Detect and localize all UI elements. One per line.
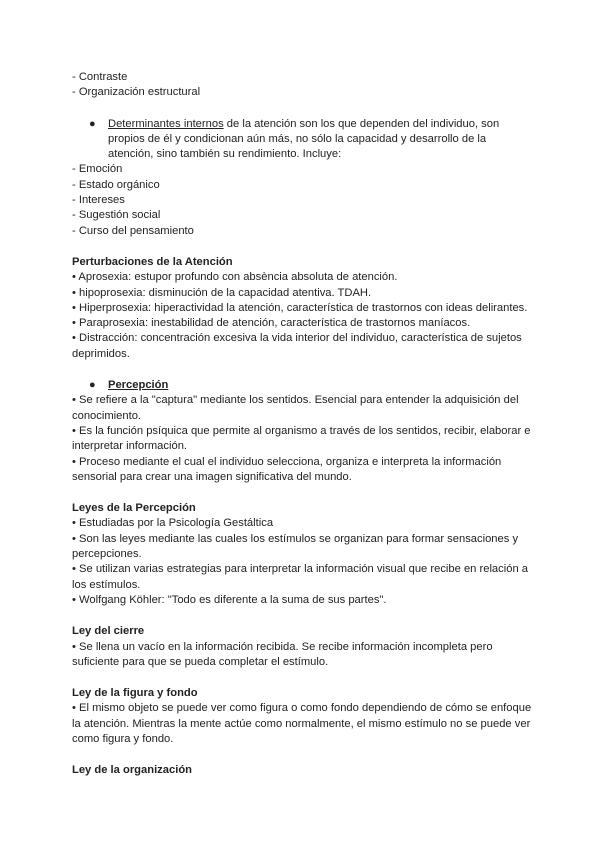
list-item: - Estado orgánico bbox=[72, 178, 160, 191]
list-item: - Emoción bbox=[72, 163, 123, 176]
list-item: • Hiperprosexia: hiperactividad la atención, característica de trastornos con ideas delirantes. bbox=[72, 301, 528, 314]
section-heading: Ley del cierre bbox=[72, 625, 145, 638]
section-heading: Perturbaciones de la Atención bbox=[72, 255, 233, 268]
list-item: - Sugestión social bbox=[72, 209, 161, 222]
section-heading: Leyes de la Percepción bbox=[72, 502, 196, 515]
list-item: - Intereses bbox=[72, 194, 125, 207]
list-item: • hipoprosexia: disminución de la capacidad atentiva. TDAH. bbox=[72, 286, 372, 299]
list-item: • Se llena un vacío en la información recibida. Se recibe información incompleta pero suficiente para que se pueda completar el estímulo. bbox=[72, 640, 493, 668]
bullet-dot-icon: ● bbox=[89, 117, 96, 130]
determinantes-text: de la atención son los que dependen del individuo, son propios de él y condicionan aún más, no sólo la capacidad y desarrollo de la atención, sino también su rendimiento. Incluye: bbox=[108, 117, 500, 161]
determinantes-bullet bbox=[72, 117, 532, 163]
list-item: - Contraste bbox=[72, 71, 128, 83]
determinantes-term: Determinantes internos bbox=[108, 117, 224, 130]
list-item: • Distracción: concentración excesiva la vida interior del individuo, característica de sujetos deprimidos. bbox=[72, 332, 522, 360]
list-item: - Organización estructural bbox=[72, 86, 201, 99]
list-item: • Es la función psíquica que permite al organismo a través de los sentidos, recibir, elaborar e interpretar información. bbox=[72, 424, 531, 453]
bullet-dot-icon: ● bbox=[89, 379, 96, 392]
percepcion-bullet bbox=[72, 378, 532, 393]
list-item: • Paraprosexia: inestabilidad de atención, característica de trastornos maníacos. bbox=[72, 317, 471, 330]
list-item: • Proceso mediante el cual el individuo selecciona, organiza e interpreta la información sensorial para crear una imagen significativa del mundo. bbox=[72, 455, 502, 483]
list-item: • El mismo objeto se puede ver como figura o como fondo dependiendo de cómo se enfoque la atención. Mientras la mente actúe como normalmente, el mismo estímulo no se puede ver como figura y fondo. bbox=[72, 702, 532, 745]
list-item: • Aprosexia: estupor profundo con absència absoluta de atención. bbox=[72, 271, 398, 284]
section-heading: Percepción bbox=[108, 379, 169, 392]
section-heading: Ley de la figura y fondo bbox=[72, 687, 198, 700]
list-item: • Estudiadas por la Psicología Gestáltica bbox=[72, 517, 274, 530]
list-item: - Curso del pensamiento bbox=[72, 224, 194, 237]
section-heading: Ley de la organización bbox=[72, 764, 192, 777]
list-item: • Se utilizan varias estrategias para interpretar la información visual que recibe en relación a los estímulos. bbox=[72, 563, 529, 591]
document-page bbox=[72, 70, 532, 779]
list-item: • Se refiere a la "captura" mediante los sentidos. Esencial para entender la adquisición del conocimiento. bbox=[72, 394, 519, 422]
list-item: • Wolfgang Köhler: "Todo es diferente a la suma de sus partes". bbox=[72, 593, 387, 606]
list-item: • Son las leyes mediante las cuales los estímulos se organizan para formar sensaciones y percepciones. bbox=[72, 532, 519, 561]
